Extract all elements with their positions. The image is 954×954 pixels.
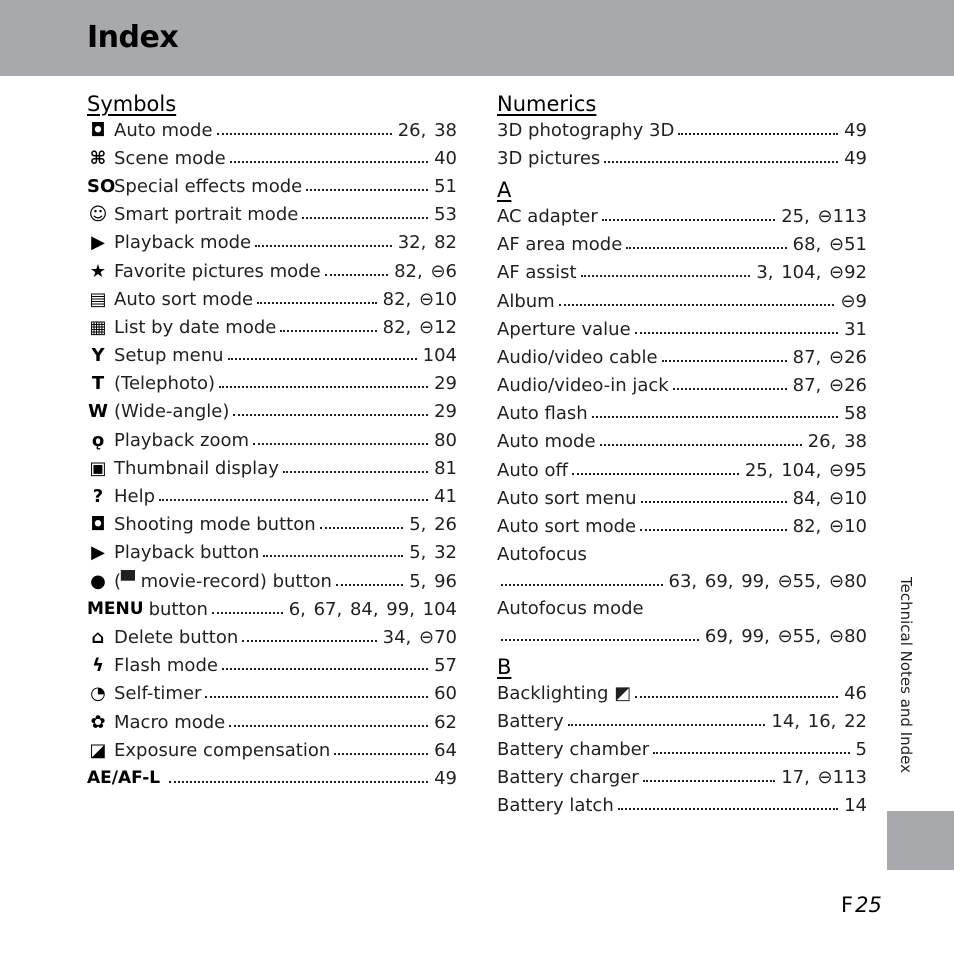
dot-leader — [592, 416, 838, 418]
dot-leader — [222, 668, 428, 670]
entry-name: Auto sort menu — [497, 487, 637, 509]
index-entry — [87, 680, 457, 708]
index-entry — [497, 400, 867, 428]
entry-name: Macro mode — [114, 711, 226, 733]
entry-pages: 57 — [434, 655, 457, 677]
section-heading-numerics: Numerics — [497, 92, 597, 116]
dot-leader — [568, 724, 766, 726]
entry-name: AC adapter — [497, 205, 598, 227]
entry-pages: 68, ⊖51 — [792, 234, 867, 256]
dot-leader — [600, 444, 802, 446]
index-entry — [87, 426, 457, 454]
dot-leader — [559, 304, 835, 306]
index-entry — [497, 315, 867, 343]
entry-name: Battery chamber — [497, 738, 650, 760]
entry-name: Exposure compensation — [114, 739, 331, 761]
entry-name: Smart portrait mode — [114, 204, 299, 226]
entry-pages: 64 — [434, 739, 457, 761]
entry-pages: 14, 16, 22 — [771, 710, 867, 732]
index-entry — [497, 202, 867, 230]
index-entry — [87, 285, 457, 313]
index-entry — [497, 116, 867, 144]
entry-name: Shooting mode button — [114, 514, 316, 536]
numerics-list — [497, 116, 867, 172]
a-list — [497, 202, 867, 540]
wide-angle-icon: W — [88, 401, 108, 423]
side-tab-label: Technical Notes and Index — [897, 577, 915, 774]
smart-portrait-icon: ☺ — [88, 204, 108, 226]
entry-name: Audio/video-in jack — [497, 375, 669, 397]
dot-leader — [217, 133, 392, 135]
entry-pages: 32, 82 — [397, 232, 457, 254]
entry-pages: 17, ⊖113 — [781, 767, 867, 789]
index-entry — [497, 231, 867, 259]
entry-name: List by date mode — [114, 316, 277, 338]
entry-pages: 49 — [434, 767, 457, 789]
entry-pages: 5, 96 — [409, 570, 457, 592]
entry-pages: 14 — [844, 795, 867, 817]
entry-pages: 82, ⊖10 — [792, 516, 867, 538]
index-entry — [87, 116, 457, 144]
dot-leader — [229, 725, 428, 727]
entry-pages: 51 — [434, 175, 457, 197]
entry-name: Setup menu — [114, 345, 224, 367]
entry-name: Audio/video cable — [497, 346, 658, 368]
entry-name: Delete button — [114, 626, 239, 648]
symbols-list — [87, 116, 457, 793]
dot-leader — [230, 161, 428, 163]
entry-name: 3D pictures — [497, 147, 601, 169]
section-heading-a: A — [497, 178, 512, 203]
dot-leader — [169, 781, 428, 783]
index-entry — [497, 456, 867, 484]
dot-leader — [602, 219, 775, 221]
index-entry — [87, 229, 457, 257]
entry-pages: 31 — [844, 318, 867, 340]
entry-pages: 80 — [434, 429, 457, 451]
dot-leader — [233, 414, 428, 416]
index-entry — [497, 372, 867, 400]
index-entry — [87, 454, 457, 482]
delete-icon: ⌂ — [91, 626, 105, 648]
index-entry — [497, 287, 867, 315]
thumbnail-icon: ▣ — [89, 457, 107, 479]
entry-name: Playback button — [114, 542, 260, 564]
index-entry — [497, 144, 867, 172]
dot-leader — [159, 499, 428, 501]
index-entry — [497, 512, 867, 540]
index-entry — [497, 792, 867, 820]
entry-pages: 60 — [434, 683, 457, 705]
technical-notes-icon: F — [841, 893, 854, 917]
entry-pages: 5, 32 — [409, 542, 457, 564]
entry-pages: 49 — [844, 147, 867, 169]
index-entry — [497, 735, 867, 763]
entry-pages: 104 — [422, 345, 457, 367]
index-entry: Autofocus mode — [497, 598, 644, 620]
entry-name: Self-timer — [114, 683, 202, 705]
entry-name: Help — [114, 486, 156, 508]
special-effects-icon: SO — [87, 175, 116, 197]
scene-icon: ⌘ — [89, 147, 107, 169]
dot-leader — [253, 443, 428, 445]
dot-leader — [641, 501, 787, 503]
entry-pages: 26, 38 — [397, 119, 457, 141]
entry-name: Auto mode — [114, 119, 213, 141]
camera-icon: ◘ — [90, 514, 106, 536]
dot-leader — [334, 753, 428, 755]
flash-icon: ϟ — [92, 655, 104, 677]
index-entry-pages: 69, 99, ⊖55, ⊖80 — [497, 623, 867, 649]
macro-icon: ✿ — [90, 711, 106, 733]
dot-leader — [678, 133, 838, 135]
entry-name: Playback zoom — [114, 429, 250, 451]
entry-name: Battery latch — [497, 795, 614, 817]
index-entry — [87, 257, 457, 285]
index-entry — [497, 343, 867, 371]
index-entry — [87, 398, 457, 426]
index-entry — [497, 484, 867, 512]
dot-leader — [320, 527, 404, 529]
entry-pages: 5 — [855, 738, 867, 760]
index-entry — [87, 201, 457, 229]
entry-pages: 41 — [434, 486, 457, 508]
entry-name: Auto sort mode — [497, 516, 637, 538]
entry-name: Scene mode — [114, 147, 226, 169]
entry-name: button — [148, 598, 208, 620]
entry-pages: 5, 26 — [409, 514, 457, 536]
symbols-column — [87, 86, 457, 793]
entry-name: 3D photography 3D — [497, 119, 675, 141]
dot-leader — [228, 358, 417, 360]
entry-name: Aperture value — [497, 318, 631, 340]
entry-name: Thumbnail display — [114, 457, 279, 479]
index-entry — [87, 764, 457, 792]
entry-pages: 25, 104, ⊖95 — [744, 459, 867, 481]
dot-leader — [302, 217, 428, 219]
page-number: F25 — [841, 893, 882, 917]
index-entry — [87, 370, 457, 398]
side-tab — [887, 811, 954, 870]
entry-name: (Wide-angle) — [114, 401, 230, 423]
entry-name: AF area mode — [497, 234, 623, 256]
entry-name: Playback mode — [114, 232, 252, 254]
alpha-column — [497, 86, 867, 820]
entry-name: Auto off — [497, 459, 568, 481]
entry-pages: 6, 67, 84, 99, 104 — [288, 598, 457, 620]
index-entry — [87, 511, 457, 539]
ae-af-lock-icon: AE/AF-L — [87, 768, 161, 789]
dot-leader — [572, 473, 739, 475]
dot-leader — [640, 529, 787, 531]
dot-leader — [219, 386, 428, 388]
entry-pages: 3, 104, ⊖92 — [756, 262, 867, 284]
entry-name: Auto sort mode — [114, 288, 254, 310]
entry-pages: ⊖9 — [840, 290, 867, 312]
wrench-icon: Y — [91, 345, 105, 367]
index-entry — [87, 708, 457, 736]
entry-name: Special effects mode — [114, 175, 303, 197]
dot-leader — [306, 189, 428, 191]
index-entry — [87, 144, 457, 172]
entry-pages: 29 — [434, 401, 457, 423]
entry-pages: 62 — [434, 711, 457, 733]
entry-pages: 82, ⊖12 — [382, 316, 457, 338]
index-entry — [497, 707, 867, 735]
entry-pages: 25, ⊖113 — [781, 205, 867, 227]
entry-name: Auto flash — [497, 403, 588, 425]
b-list — [497, 679, 867, 820]
self-timer-icon: ◔ — [90, 683, 106, 705]
favorite-icon: ★ — [89, 260, 107, 282]
index-entry — [87, 595, 457, 623]
entry-pages: 87, ⊖26 — [792, 346, 867, 368]
index-entry — [497, 679, 867, 707]
entry-pages: 40 — [434, 147, 457, 169]
dot-leader — [257, 302, 377, 304]
entry-pages: 53 — [434, 204, 457, 226]
dot-leader — [635, 696, 838, 698]
dot-leader — [263, 555, 403, 557]
entry-name: Favorite pictures mode — [114, 260, 321, 282]
entry-pages: 26, 38 — [807, 431, 867, 453]
entry-pages: 46 — [844, 682, 867, 704]
dot-leader — [653, 752, 849, 754]
dot-leader — [626, 247, 786, 249]
entry-pages: 84, ⊖10 — [792, 487, 867, 509]
dot-leader — [283, 471, 428, 473]
index-entry — [497, 428, 867, 456]
dot-leader — [255, 245, 392, 247]
index-entry — [497, 259, 867, 287]
dot-leader — [280, 330, 376, 332]
list-by-date-icon: ▦ — [89, 316, 107, 338]
playback-icon: ▶ — [91, 232, 105, 254]
index-entry-pages: 63, 69, 99, ⊖55, ⊖80 — [497, 569, 867, 595]
entry-pages: 82, ⊖6 — [394, 260, 457, 282]
entry-pages: 49 — [844, 119, 867, 141]
dot-leader — [212, 612, 283, 614]
movie-record-icon: ● — [90, 570, 106, 592]
entry-name: (Telephoto) — [114, 373, 216, 395]
dot-leader — [581, 275, 751, 277]
playback-icon: ▶ — [91, 542, 105, 564]
dot-leader — [336, 584, 403, 586]
page-title: Index — [87, 20, 179, 55]
dot-leader — [662, 360, 787, 362]
magnifier-icon: ǫ — [91, 429, 105, 451]
index-entry — [497, 764, 867, 792]
dot-leader — [242, 640, 376, 642]
dot-leader — [325, 274, 388, 276]
index-entry — [87, 623, 457, 651]
dot-leader — [205, 696, 428, 698]
index-entry — [87, 736, 457, 764]
entry-pages: 29 — [434, 373, 457, 395]
entry-pages: 81 — [434, 457, 457, 479]
entry-name: Battery — [497, 710, 564, 732]
entry-name: AF assist — [497, 262, 577, 284]
index-entry — [87, 539, 457, 567]
entry-pages: 34, ⊖70 — [382, 626, 457, 648]
exposure-compensation-icon: ◪ — [89, 739, 107, 761]
dot-leader — [643, 780, 776, 782]
entry-pages: 58 — [844, 403, 867, 425]
dot-leader — [618, 808, 838, 810]
index-entry: Autofocus — [497, 544, 587, 566]
menu-icon: MENU — [87, 599, 144, 620]
telephoto-icon: T — [91, 373, 105, 395]
index-entry — [87, 652, 457, 680]
entry-name: Flash mode — [114, 655, 218, 677]
section-heading-symbols: Symbols — [87, 92, 177, 116]
section-heading-b: B — [497, 655, 512, 679]
entry-name: (▀ movie-record) button — [114, 570, 332, 592]
index-entry — [87, 313, 457, 341]
entry-pages: 87, ⊖26 — [792, 375, 867, 397]
index-entry — [87, 342, 457, 370]
auto-sort-icon: ▤ — [89, 288, 107, 310]
index-entry — [87, 567, 457, 595]
entry-pages: 82, ⊖10 — [382, 288, 457, 310]
entry-name: Album — [497, 290, 555, 312]
entry-name: Battery charger — [497, 767, 639, 789]
dot-leader — [604, 161, 838, 163]
camera-icon: ◘ — [90, 119, 106, 141]
index-entry — [87, 482, 457, 510]
index-entry — [87, 172, 457, 200]
entry-name: Backlighting ◩ — [497, 682, 632, 704]
entry-name: Auto mode — [497, 431, 596, 453]
dot-leader — [673, 388, 787, 390]
help-icon: ? — [92, 486, 104, 508]
dot-leader — [635, 332, 838, 334]
